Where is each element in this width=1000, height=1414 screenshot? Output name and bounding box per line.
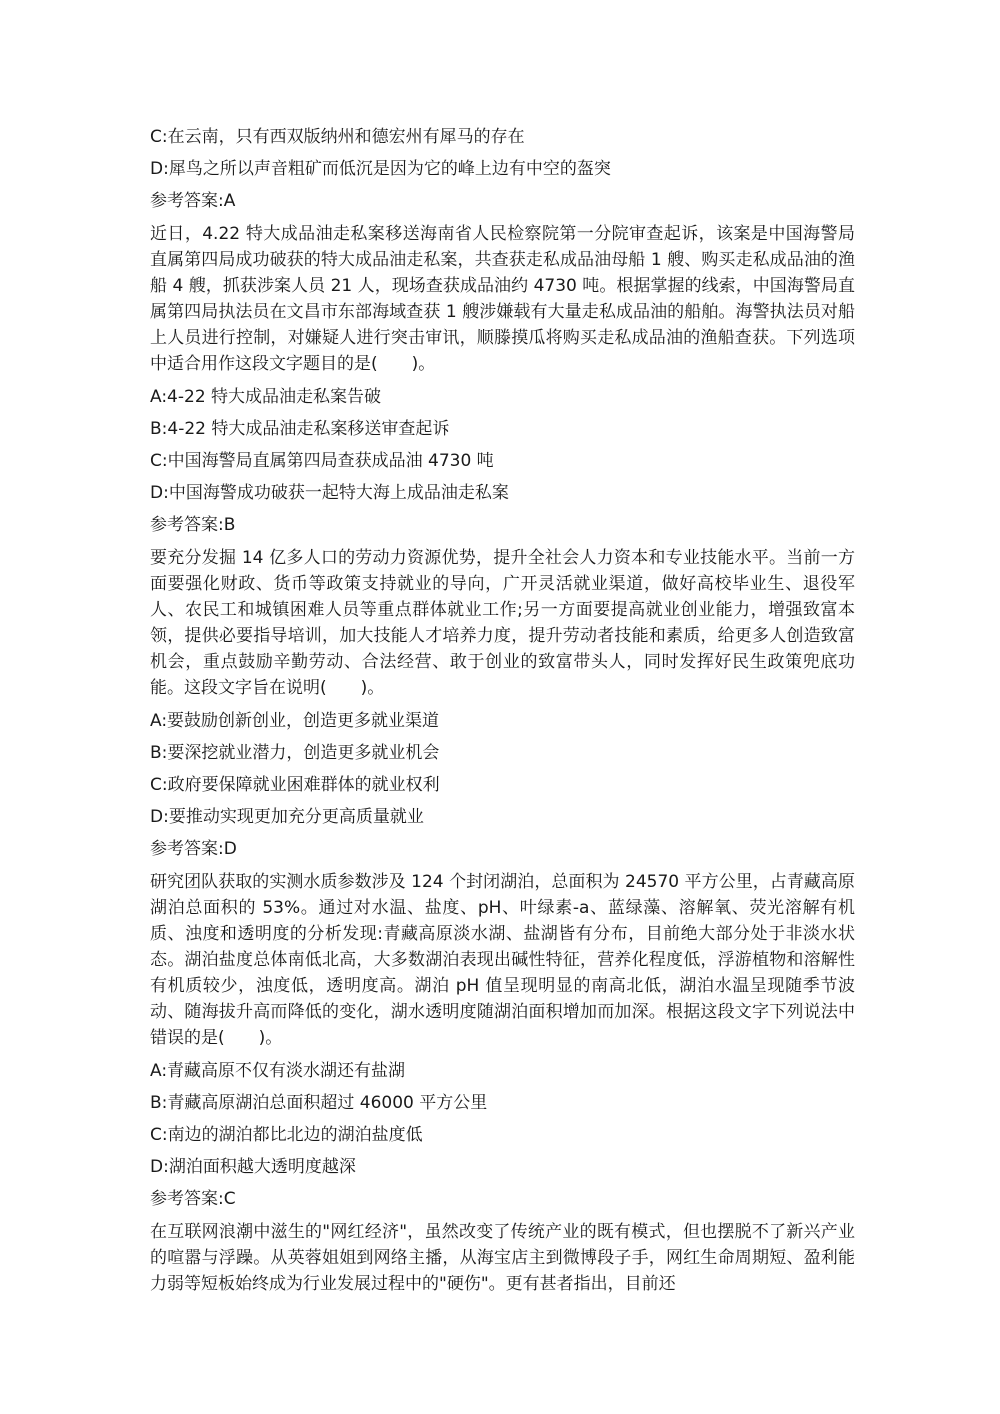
option-d: D:要推动实现更加充分更高质量就业 xyxy=(150,807,424,827)
option-b: B:要深挖就业潜力，创造更多就业机会 xyxy=(150,743,440,763)
option-c: C:南边的湖泊都比北边的湖泊盐度低 xyxy=(150,1125,423,1145)
question-passage: 在互联网浪潮中滋生的"网红经济"，虽然改变了传统产业的既有模式，但也摆脱不了新兴产业的喧嚣与浮躁。从英蓉姐姐到网络主播，从海宝店主到微博段子手，网红生命周期短、盈利能力弱等短板始终成为行业发展过程中的"硬伤"。更有甚者指出，目前还 xyxy=(150,1222,855,1294)
question-passage: 研究团队获取的实测水质参数涉及 124 个封闭湖泊，总面积为 24570 平方公里，占青藏高原湖泊总面积的 53%。通过对水温、盐度、pH、叶绿素-a、蓝绿藻、溶解氧、荧光溶解有机质、浊度和透明度的分析发现:青藏高原淡水湖、盐湖皆有分布，目前绝大部分处于非淡水状态。湖泊盐度总体南低北高，大多数湖泊表现出碱性特征，营养化程度低，浮游植物和溶解性有机质较少，浊度低，透明度高。湖泊 pH 值呈现明显的南高北低，湖泊水温呈现随季节波动、随海拔升高而降低的变化，湖水透明度随湖泊面积增加而加深。根据这段文字下列说法中错误的是( )。 xyxy=(150,872,855,1048)
option-c: C:政府要保障就业困难群体的就业权利 xyxy=(150,775,440,795)
question-passage: 近日，4.22 特大成品油走私案移送海南省人民检察院第一分院审查起诉，该案是中国海警局直属第四局成功破获的特大成品油走私案，共查获走私成品油母船 1 艘、购买走私成品油的渔船 4 艘，抓获涉案人员 21 人，现场查获成品油约 4730 吨。根据掌握的线索，中国海警局直属第四局执法员在文昌市东部海域查获 1 艘涉嫌载有大量走私成品油的船舶。海警执法员对船上人员进行控制，对嫌疑人进行突击审讯，顺滕摸瓜将购买走私成品油的渔船查获。下列选项中适合用作这段文字题目的是( )。 xyxy=(150,224,855,374)
reference-answer: 参考答案:B xyxy=(150,515,236,535)
option-d: D:湖泊面积越大透明度越深 xyxy=(150,1157,356,1177)
option-a: A:要鼓励创新创业，创造更多就业渠道 xyxy=(150,711,440,731)
option-c: C:中国海警局直属第四局查获成品油 4730 吨 xyxy=(150,451,494,471)
option-d: D:犀鸟之所以声音粗矿而低沉是因为它的峰上边有中空的盔突 xyxy=(150,159,611,179)
reference-answer: 参考答案:A xyxy=(150,191,236,211)
document-page xyxy=(150,121,855,1301)
reference-answer: 参考答案:D xyxy=(150,839,237,859)
option-a: A:青藏高原不仅有淡水湖还有盐湖 xyxy=(150,1061,406,1081)
option-b: B:4-22 特大成品油走私案移送审查起诉 xyxy=(150,419,450,439)
option-a: A:4-22 特大成品油走私案告破 xyxy=(150,387,382,407)
reference-answer: 参考答案:C xyxy=(150,1189,236,1209)
question-passage: 要充分发掘 14 亿多人口的劳动力资源优势，提升全社会人力资本和专业技能水平。当前一方面要强化财政、货币等政策支持就业的导向，广开灵活就业渠道，做好高校毕业生、退役军人、农民工和城镇困难人员等重点群体就业工作;另一方面要提高就业创业能力，增强致富本领，提供必要指导培训，加大技能人才培养力度，提升劳动者技能和素质，给更多人创造致富机会，重点鼓励辛勤劳动、合法经营、敢于创业的致富带头人，同时发挥好民生政策兜底功能。这段文字旨在说明( )。 xyxy=(150,548,855,698)
option-c: C:在云南，只有西双版纳州和德宏州有犀马的存在 xyxy=(150,127,525,147)
option-d: D:中国海警成功破获一起特大海上成品油走私案 xyxy=(150,483,509,503)
option-b: B:青藏高原湖泊总面积超过 46000 平方公里 xyxy=(150,1093,488,1113)
